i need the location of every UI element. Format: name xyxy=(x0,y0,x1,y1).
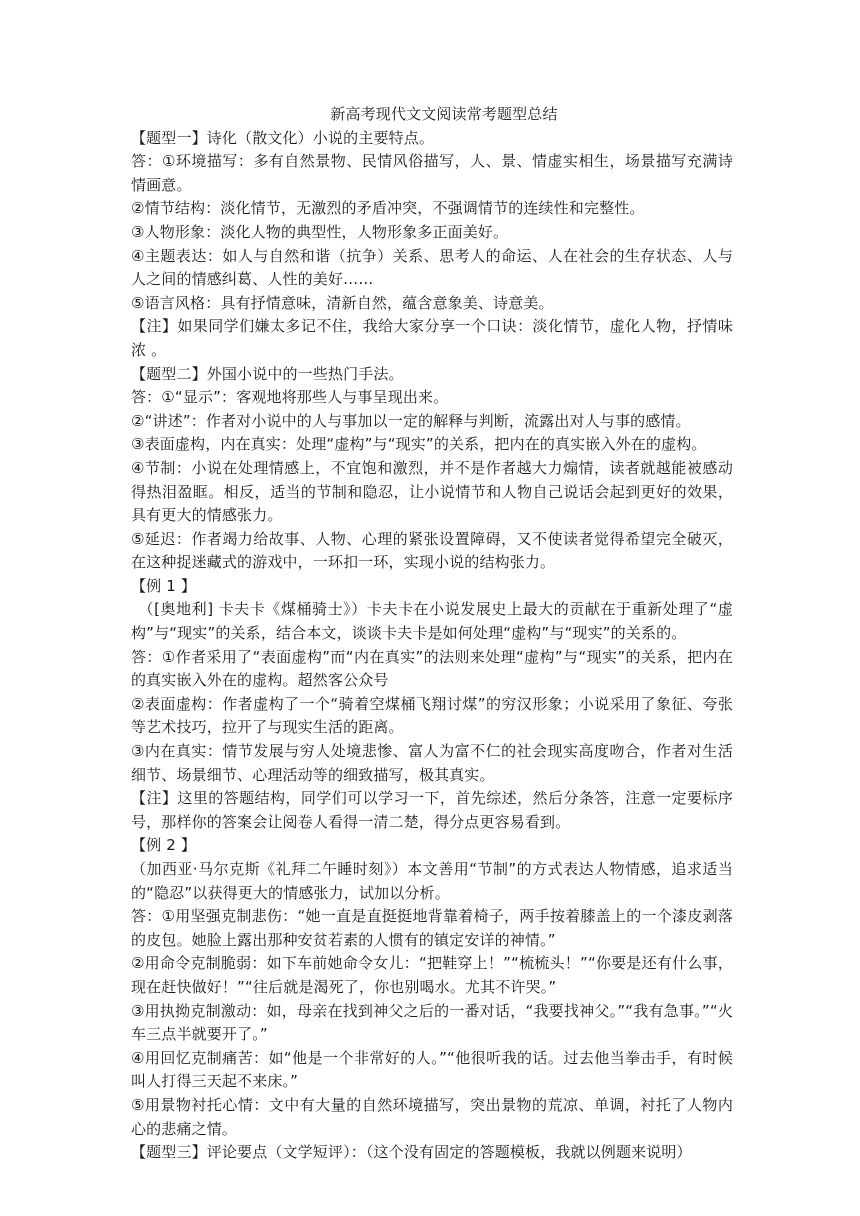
answer-point-restraint: ④节制：小说在处理情感上，不宜饱和激烈，并不是作者越大力煽情，读者就越能被感动得热泪盈眶。相反，适当的节制和隐忍，让小说情节和人物自己说话会起到更好的效果，具有更大的情感张力。 xyxy=(131,458,733,525)
note-mnemonic: 【注】如果同学们嫌太多记不住，我给大家分享一个口诀：淡化情节，虚化人物，抒情味浓 。 xyxy=(131,317,733,359)
example-2-answer-4: ④用回忆克制痛苦：如“他是一个非常好的人。”“他很听我的话。过去他当拳击手，有时候叫人打得三天起不来床。” xyxy=(131,1048,733,1091)
example-2-label: 【例 2 】 xyxy=(131,836,196,855)
question-type-2-heading: 【题型二】外国小说中的一些热门手法。 xyxy=(131,364,404,383)
example-2-answer-2: ②用命令克制脆弱：如下车前她命令女儿：“把鞋穿上！”“梳梳头！”“你要是还有什么事，现在赶快做好！”“往后就是渴死了，你也别喝水。尤其不许哭。” xyxy=(131,954,733,996)
answer-point-language: ⑤语言风格：具有抒情意味，清新自然，蕴含意象美、诗意美。 xyxy=(131,293,554,312)
example-2-answer-5: ⑤用景物衬托心情：文中有大量的自然环境描写，突出景物的荒凉、单调，衬托了人物内心的悲痛之情。 xyxy=(131,1095,733,1138)
answer-point-fiction-reality: ③表面虚构，内在真实：处理“虚构”与“现实”的关系，把内在的真实嵌入外在的虚构。 xyxy=(131,435,707,454)
note-answer-structure: 【注】这里的答题结构，同学们可以学习一下，首先综述，然后分条答，注意一定要标序号，那样你的答案会让阅卷人看得一清二楚，得分点更容易看到。 xyxy=(131,789,733,831)
answer-point-environment: 答：①环境描写：多有自然景物、民情风俗描写，人、景、情虚实相生，场景描写充满诗情画意。 xyxy=(131,152,733,194)
example-2-answer-1: 答：①用坚强克制悲伤：“她一直是直挺挺地背靠着椅子，两手按着膝盖上的一个漆皮剥落的皮包。她脸上露出那种安贫若素的人惯有的镇定安详的神情。” xyxy=(131,907,733,949)
document-page xyxy=(131,103,733,1165)
answer-point-showing: 答：①“显示”：客观地将那些人与事呈现出来。 xyxy=(131,388,449,407)
example-2-question: （加西亚·马尔克斯《礼拜二午睡时刻》）本文善用“节制”的方式表达人物情感，追求适当的“隐忍”以获得更大的情感张力，试加以分析。 xyxy=(131,860,733,902)
example-1-answer-1: 答：①作者采用了“表面虚构”而“内在真实”的法则来处理“虚构”与“现实”的关系，把内在的真实嵌入外在的虚构。超然客公众号 xyxy=(131,647,733,690)
example-1-question: （[奥地利] 卡夫卡《煤桶骑士》）卡夫卡在小说发展史上最大的贡献在于重新处理了“虚构”与“现实”的关系，结合本文，谈谈卡夫卡是如何处理“虚构”与“现实”的关系的。 xyxy=(131,600,733,643)
answer-point-theme: ④主题表达：如人与自然和谐（抗争）关系、思考人的命运、人在社会的生存状态、人与人之间的情感纠葛、人性的美好…… xyxy=(131,246,733,289)
question-type-1-heading: 【题型一】诗化（散文化）小说的主要特点。 xyxy=(131,128,435,147)
example-1-answer-3: ③内在真实：情节发展与穷人处境悲惨、富人为富不仁的社会现实高度吻合，作者对生活细节、场景细节、心理活动等的细致描写，极其真实。 xyxy=(131,742,733,784)
example-1-answer-2: ②表面虚构：作者虚构了一个“骑着空煤桶飞翔讨煤”的穷汉形象；小说采用了象征、夸张等艺术技巧，拉开了与现实生活的距离。 xyxy=(131,694,733,737)
answer-point-plot: ②情节结构：淡化情节，无激烈的矛盾冲突，不强调情节的连续性和完整性。 xyxy=(131,199,645,218)
answer-point-delay: ⑤延迟：作者竭力给故事、人物、心理的紧张设置障碍，又不使读者觉得希望完全破灭，在这种捉迷藏式的游戏中，一环扣一环，实现小说的结构张力。 xyxy=(131,529,733,572)
example-1-label: 【例 1 】 xyxy=(131,576,196,595)
answer-point-character: ③人物形象：淡化人物的典型性，人物形象多正面美好。 xyxy=(131,222,509,241)
example-2-answer-3: ③用执拗克制激动：如，母亲在找到神父之后的一番对话，“我要找神父。”“我有急事。”“火车三点半就要开了。” xyxy=(131,1001,733,1044)
document-title: 新高考现代文文阅读常考题型总结 xyxy=(330,105,558,123)
question-type-3-heading: 【题型三】评论要点（文学短评）：（这个没有固定的答题模板，我就以例题来说明） xyxy=(131,1143,692,1162)
answer-point-telling: ②“讲述”：作者对小说中的人与事加以一定的解释与判断，流露出对人与事的感情。 xyxy=(131,411,691,430)
